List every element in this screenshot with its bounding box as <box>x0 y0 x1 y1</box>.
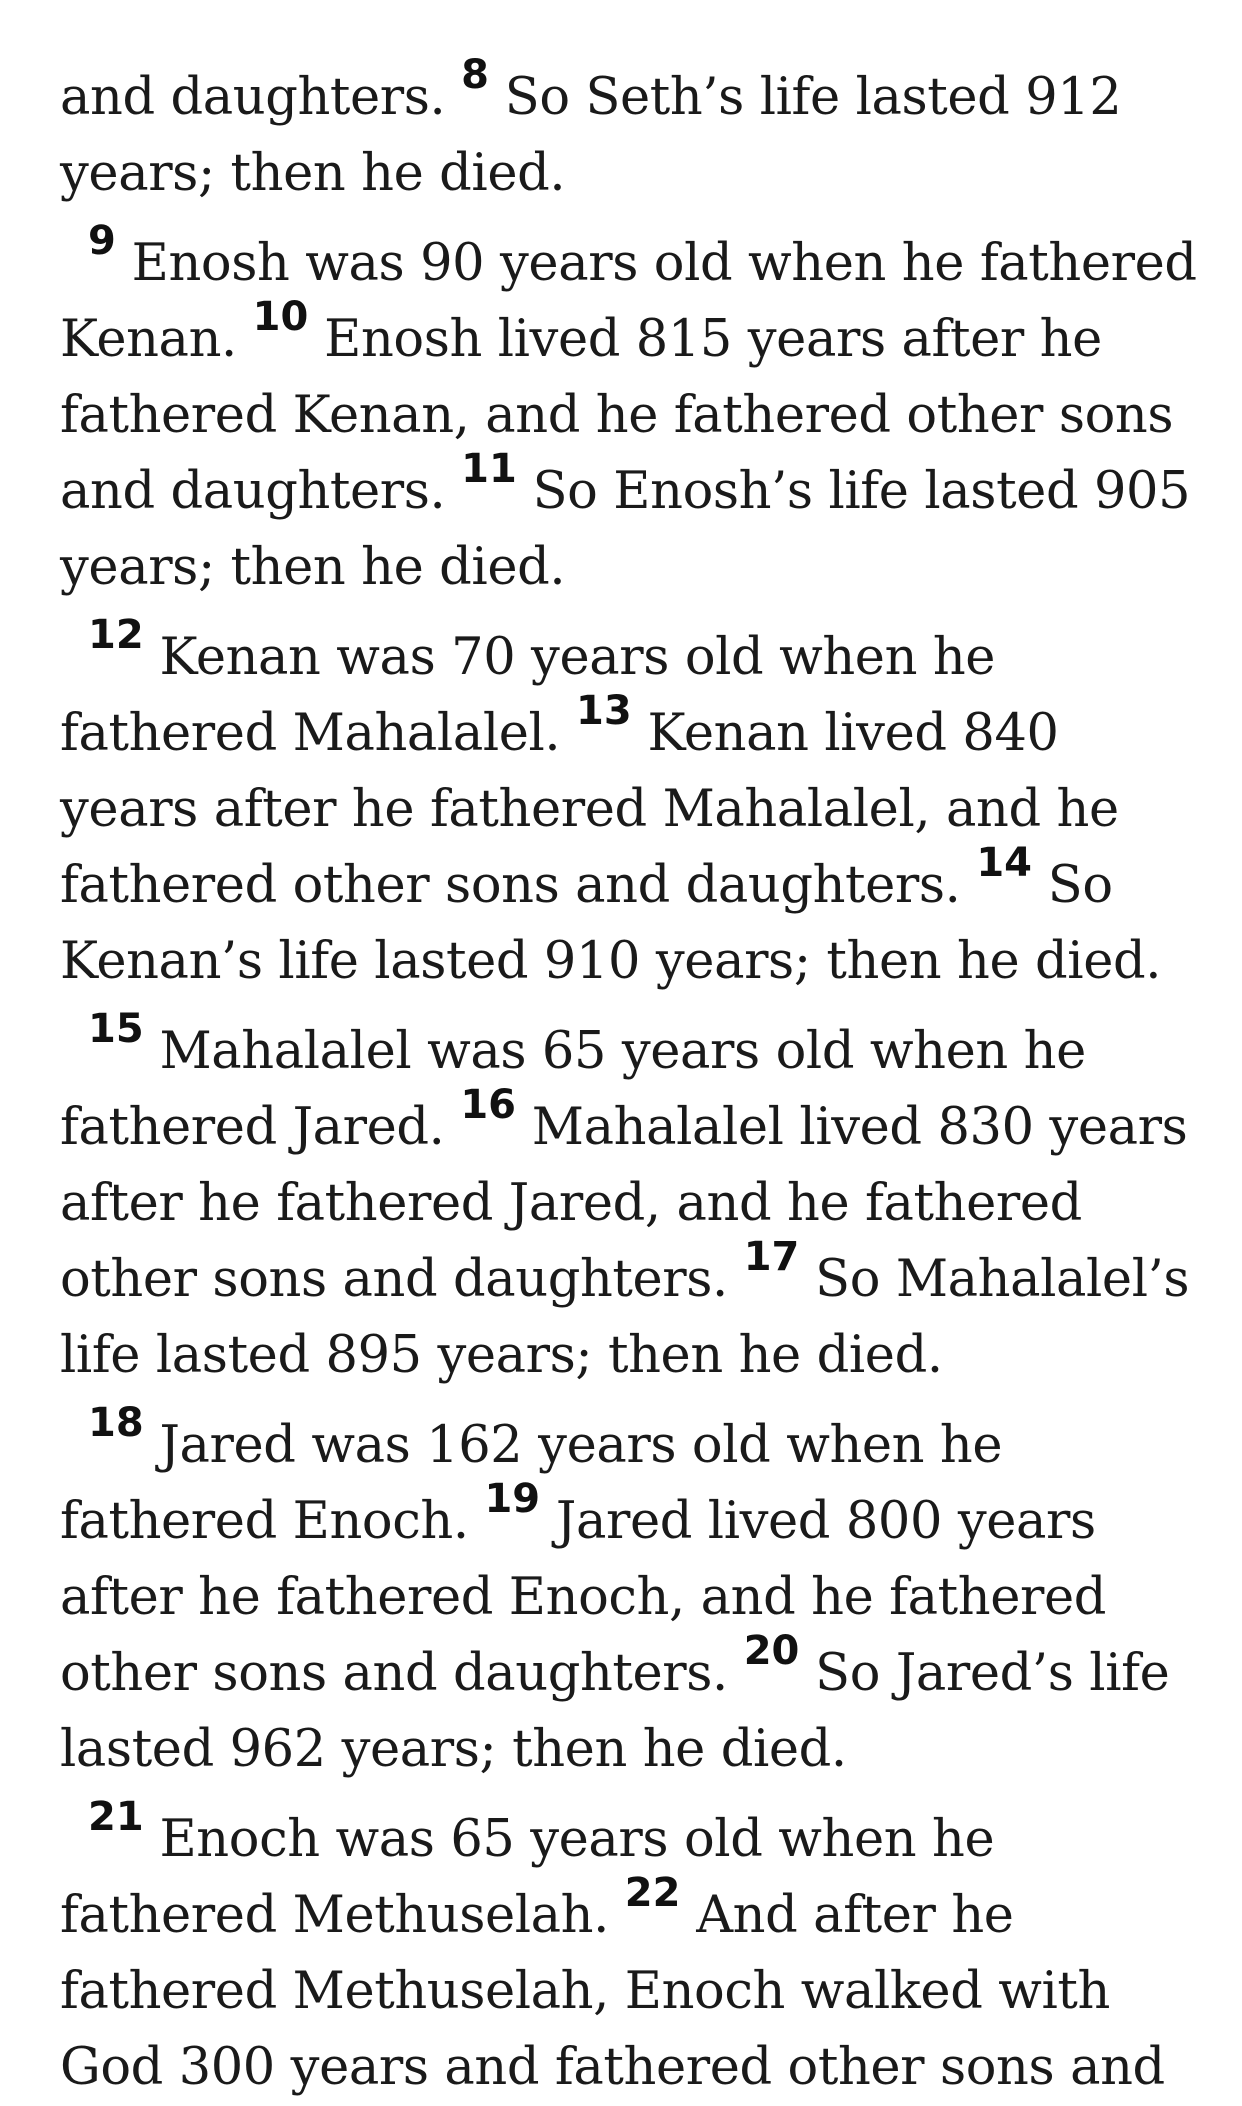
verse-number: 10 <box>252 294 309 340</box>
paragraph <box>60 52 1200 212</box>
verse-number: 12 <box>88 612 144 658</box>
verse-number: 20 <box>743 1628 800 1674</box>
verse-number: 9 <box>88 218 116 264</box>
verse-text: Mahalalel was 65 years old when he fathered Jared. <box>60 1022 1086 1157</box>
verse-text: So Seth’s life lasted 912 years; then he died. <box>60 68 1122 203</box>
verse-text: Enosh was 90 years old when he fathered Kenan. <box>60 234 1197 369</box>
verse-text: Jared was 162 years old when he fathered Enoch. <box>60 1416 1003 1551</box>
verse-number: 18 <box>88 1400 144 1446</box>
paragraph <box>60 612 1200 1000</box>
verse-number: 16 <box>460 1082 516 1128</box>
verse-number: 15 <box>88 1006 144 1052</box>
verse-number: 17 <box>743 1234 800 1280</box>
verse-text: And after he fathered Methuselah, Enoch walked with God 300 years and fathered other sons and <box>60 1886 1165 2097</box>
verse-text: Enosh lived 815 years after he fathered Kenan, and he fathered other sons and daughters. <box>60 310 1174 521</box>
verse-number: 19 <box>484 1476 541 1522</box>
verse-number: 11 <box>461 446 517 492</box>
verse-text: Kenan lived 840 years after he fathered Mahalalel, and he fathered other sons and daughters. <box>60 704 1119 915</box>
verse-text: Jared lived 800 years after he fathered Enoch, and he fathered other sons and daughters. <box>60 1492 1106 1703</box>
verse-number: 21 <box>88 1794 144 1840</box>
verse-text: So Enosh’s life lasted 905 years; then he died. <box>60 462 1191 597</box>
verse-text: and daughters. <box>60 68 462 127</box>
reading-pane[interactable] <box>60 52 1200 2106</box>
paragraph <box>60 1400 1200 1788</box>
verse-text: Kenan was 70 years old when he fathered Mahalalel. <box>60 628 996 763</box>
verse-text: So Kenan’s life lasted 910 years; then he died. <box>60 856 1162 991</box>
verse-number: 13 <box>576 688 632 734</box>
verse-number: 22 <box>624 1870 681 1916</box>
verse-text: So Mahalalel’s life lasted 895 years; then he died. <box>60 1250 1190 1385</box>
paragraph <box>60 218 1200 606</box>
verse-text: Mahalalel lived 830 years after he fathered Jared, and he fathered other sons and daughters. <box>60 1098 1188 1309</box>
verse-number: 14 <box>976 840 1032 886</box>
verse-number: 8 <box>461 52 489 98</box>
paragraph <box>60 1006 1200 1394</box>
verse-text: Enoch was 65 years old when he fathered Methuselah. <box>60 1810 995 1945</box>
paragraph <box>60 1794 1200 2106</box>
verse-text: So Jared’s life lasted 962 years; then he died. <box>60 1644 1170 1779</box>
